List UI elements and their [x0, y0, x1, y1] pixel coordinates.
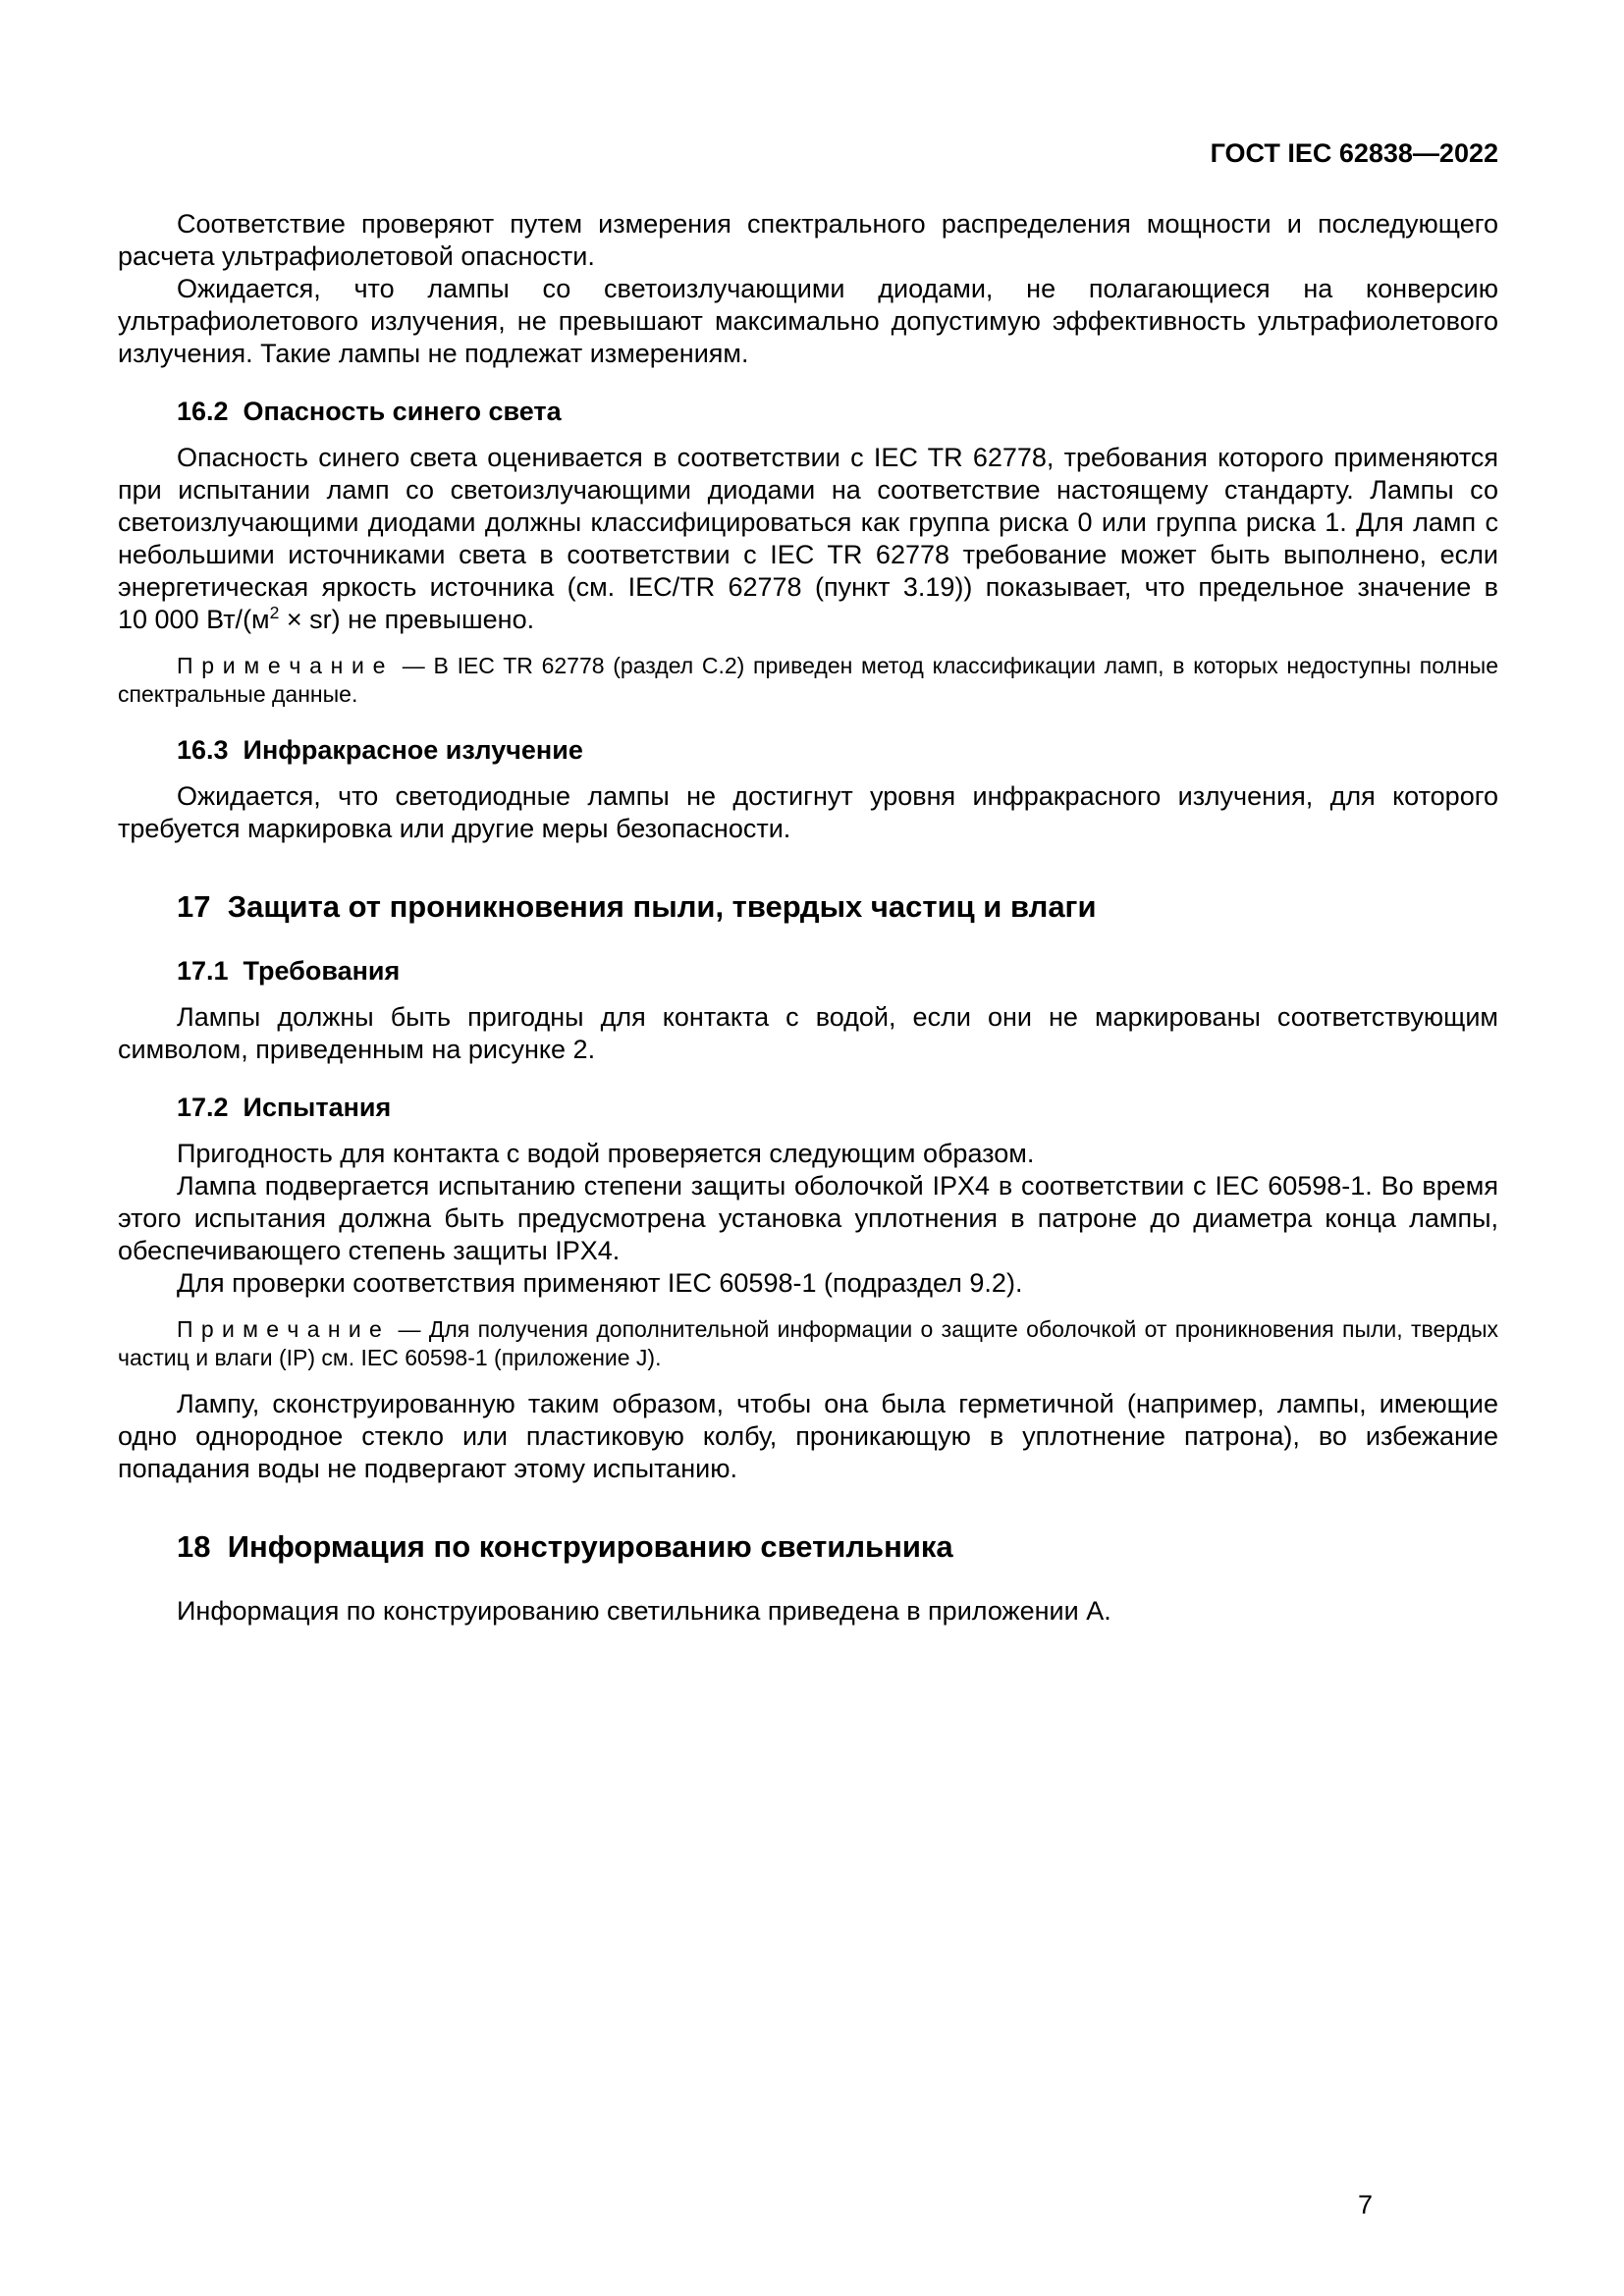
paragraph-compliance-check: Для проверки соответствия применяют IEC 60598-1 (подраздел 9.2). [177, 1268, 1023, 1298]
page-number: 7 [1357, 2190, 1373, 2219]
paragraph-ipx4-test: Лампа подвергается испытанию степени защиты оболочкой IPX4 в соответствии с IEC 60598-1. Во время этого испытания должна быть предусмотрена установка уплотнения в патроне до диаметра конца лампы, обеспечивающего степень защиты IPX4. [118, 1171, 1498, 1265]
heading-16-2-blue-light: 16.2 Опасность синего света [177, 397, 562, 426]
page-content [118, 137, 1498, 2219]
paragraph-test-intro: Пригодность для контакта с водой проверяется следующим образом. [177, 1139, 1035, 1168]
paragraph-uv-led-exempt: Ожидается, что лампы со светоизлучающими диодами, не полагающиеся на конверсию ультрафиолетового излучения, не превышают максимально допустимую эффективность ультрафиолетового излучения. Такие лампы не подлежат измерениям. [118, 274, 1498, 368]
paragraph-water-contact: Лампы должны быть пригодны для контакта с водой, если они не маркированы соответствующим символом, приведенным на рисунке 2. [118, 1002, 1498, 1064]
heading-18-luminaire-info: 18 Информация по конструированию светильника [177, 1529, 953, 1564]
superscript-2: 2 [269, 603, 280, 622]
paragraph-blue-light [118, 442, 1498, 636]
heading-17-ingress-protection: 17 Защита от проникновения пыли, твердых частиц и влаги [177, 889, 1097, 924]
text-run: × sr) не превышено. [279, 605, 535, 634]
document-code: ГОСТ IEC 62838—2022 [1210, 138, 1498, 168]
heading-16-3-infrared: 16.3 Инфракрасное излучение [177, 735, 583, 765]
paragraph-uv-compliance: Соответствие проверяют путем измерения спектрального распределения мощности и последующего расчета ультрафиолетовой опасности. [118, 209, 1498, 271]
paragraph-luminaire-annex: Информация по конструированию светильника приведена в приложении А. [177, 1596, 1111, 1626]
text-run: Опасность синего света оценивается в соответствии с IEC TR 62778, требования которого применяются при испытании ламп со светоизлучающими диодами на соответствие настоящему стандарту. Лампы со светоизлучающими диодами должны классифицироваться как группа риска 0 или группа риска 1. Для ламп с небольшими источниками света в соответствии с IEC TR 62778 требование может быть выполнено, если энергетическая яркость источника (см. IEC/TR 62778 (пункт 3.19)) показывает, что предельное значение в 10 000 Вт/(м [118, 443, 1498, 634]
heading-17-2-tests: 17.2 Испытания [177, 1093, 392, 1122]
note-blue-light: П р и м е ч а н и е — В IEC TR 62778 (раздел C.2) приведен метод классификации ламп, в которых недоступны полные спектральные данные. [118, 653, 1498, 707]
paragraph-infrared: Ожидается, что светодиодные лампы не достигнут уровня инфракрасного излучения, для которого требуется маркировка или другие меры безопасности. [118, 781, 1498, 843]
running-header [118, 137, 1498, 169]
paragraph-hermetic-exempt: Лампу, сконструированную таким образом, чтобы она была герметичной (например, лампы, имеющие одно однородное стекло или пластиковую колбу, проникающую в уплотнение патрона), во избежание попадания воды не подвергают этому испытанию. [118, 1389, 1498, 1483]
note-ip-protection: П р и м е ч а н и е — Для получения дополнительной информации о защите оболочкой от проникновения пыли, твердых частиц и влаги (IP) см. IEC 60598-1 (приложение J). [118, 1316, 1498, 1370]
heading-17-1-requirements: 17.1 Требования [177, 956, 401, 986]
